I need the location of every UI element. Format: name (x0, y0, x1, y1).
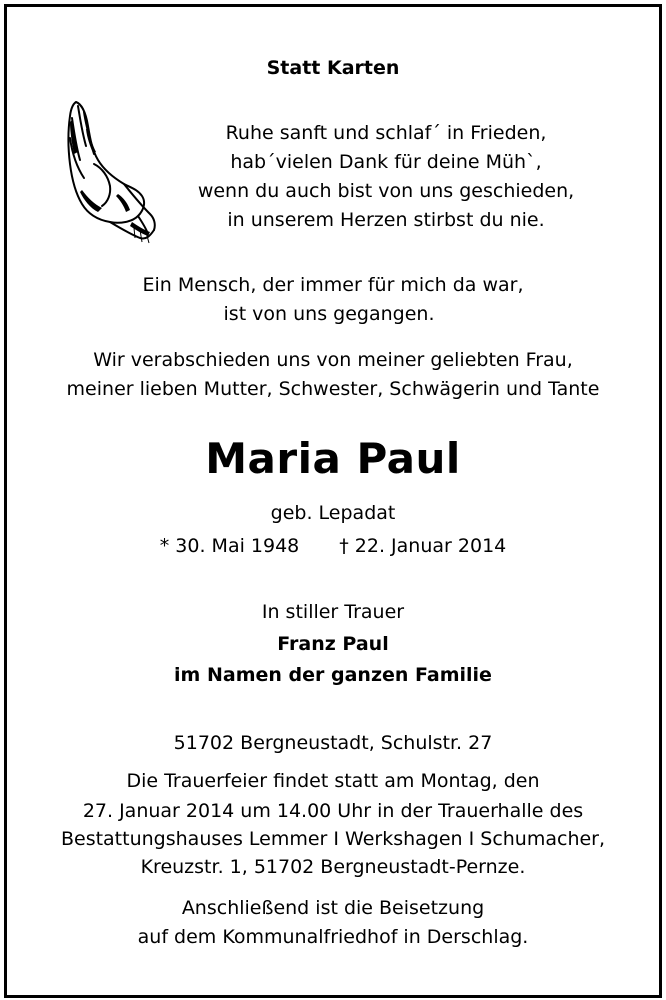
intro-line-1: Ein Mensch, der immer für mich da war, (142, 274, 524, 296)
life-dates (0, 533, 666, 559)
mourner-family: im Namen der ganzen Familie (174, 664, 492, 686)
birth-name: geb. Lepadat (270, 502, 396, 524)
deceased-name: Maria Paul (205, 434, 461, 483)
poem-line-1: Ruhe sanft und schlaf´ in Frieden, (225, 122, 547, 144)
poem-line-2: hab´vielen Dank für deine Müh`, (230, 151, 542, 173)
address: 51702 Bergneustadt, Schulstr. 27 (173, 732, 493, 754)
header-title: Statt Karten (266, 57, 400, 79)
farewell-line-1: Wir verabschieden uns von meiner geliebten Frau, (93, 349, 573, 371)
ceremony-line-1: Die Trauerfeier findet statt am Montag, den (126, 770, 540, 792)
poem-line-4: in unserem Herzen stirbst du nie. (227, 209, 545, 231)
birth-date: * 30. Mai 1948 (159, 535, 300, 557)
farewell-line-2: meiner lieben Mutter, Schwester, Schwägerin und Tante (66, 378, 600, 400)
mourners-intro: In stiller Trauer (261, 601, 405, 623)
ceremony-line-4: Kreuzstr. 1, 51702 Bergneustadt-Pernze. (140, 856, 526, 878)
ceremony-line-3: Bestattungshauses Lemmer I Werkshagen I Schumacher, (60, 828, 606, 850)
burial-line-2: auf dem Kommunalfriedhof in Derschlag. (137, 926, 529, 948)
mourner-name: Franz Paul (277, 633, 389, 655)
ceremony-line-2: 27. Januar 2014 um 14.00 Uhr in der Trauerhalle des (82, 800, 584, 822)
burial-line-1: Anschließend ist die Beisetzung (181, 897, 485, 919)
poem-line-3: wenn du auch bist von uns geschieden, (197, 180, 575, 202)
intro-line-2: ist von uns gegangen. (223, 303, 435, 325)
death-date: † 22. Januar 2014 (339, 535, 507, 557)
praying-hands-icon (58, 98, 162, 246)
